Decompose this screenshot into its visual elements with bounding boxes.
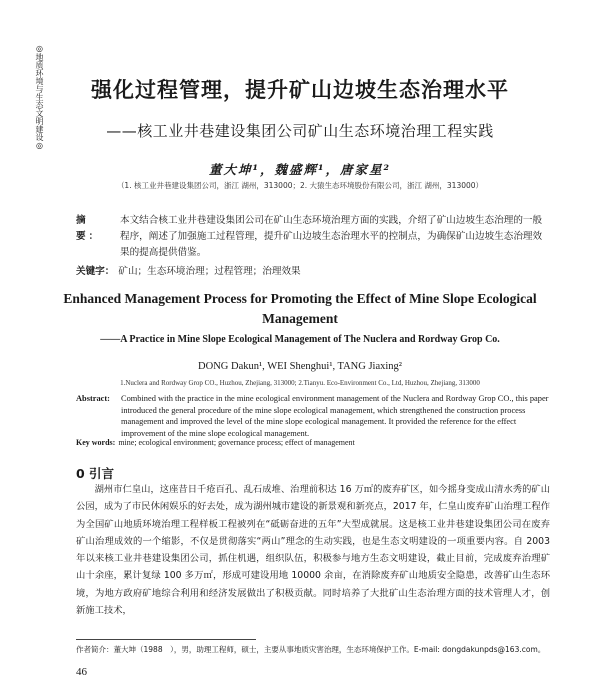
keywords-en-text: mine; ecological environment; governance process; effect of management	[118, 438, 355, 447]
keywords-cn-text: 矿山；生态环境治理；过程管理；治理效果	[118, 266, 301, 277]
abstract-en-text: Combined with the practice in the mine ecological environment management of the Nuclera and Rordway Grop CO., this paper introduced the general procedure of the mine slope ecological management, which strengthened the construction process management and improved the level of the mine slope ecological management. It provided the reference for the effect improvement of the mine slope ecological management.	[121, 394, 549, 438]
section-heading: 0 引言	[76, 466, 115, 481]
body-paragraph: 湖州市仁皇山，这座昔日千疮百孔、乱石成堆、治理前积达 16 万㎡的废弃矿区，如今摇身变成山清水秀的矿山公园，成为了市民休闲娱乐的好去处，成为湖州城市建设的新景观和新亮点，2017 年，仁皇山废弃矿山治理工程作为全国矿山地质环境治理工程样板工程被列在“砥砺奋进的五年”大型成就展。这是核工业井巷建设集团公司在废弃矿山治理成效的一个缩影，不仅是贯彻落实“两山”理念的生动实践，也是生态文明建设的一项重要内容。自 2003 年以来核工业井巷建设集团公司，抓住机遇，组织队伍，积极参与地方生态文明建设，截止目前，完成废弃治理矿山十余座，累计复绿 100 多万㎡，形成可建设用地 10000 余亩，在消除废弃矿山地质安全隐患，改善矿山生态环境，为地方政府矿地综合利用和经济发展做出了积极贡献。同时培养了大批矿山生态治理方面的技术管理人才，创新施工技术，	[76, 484, 550, 617]
page-number: 46	[76, 666, 87, 678]
abstract-en	[76, 393, 552, 439]
abstract-en-label: Abstract:	[76, 394, 110, 403]
english-subtitle: ——A Practice in Mine Slope Ecological Management of The Nuclera and Rordway Grop Co.	[100, 334, 500, 345]
english-title: Enhanced Management Process for Promoting the Effect of Mine Slope Ecological Management	[63, 291, 537, 326]
authors-cn: 董大坤¹，魏盛辉¹，唐家星²	[209, 162, 391, 177]
journal-column-label: ◎地质环境与生态文明建设◎	[35, 44, 44, 150]
footnote-divider	[76, 639, 256, 640]
author-footnote: 作者简介：董大坤（1988 ），男，助理工程师，硕士，主要从事地质灾害治理，生态环境保护工作。E-mail: dongdakunpds@163.com。	[76, 645, 546, 654]
affiliation-cn: （1. 核工业井巷建设集团公司，浙江 湖州，313000；2. 大猿生态环境股份有限公司，浙江 湖州，313000）	[116, 181, 484, 190]
paper-title: 强化过程管理，提升矿山边坡生态治理水平	[91, 78, 509, 102]
affiliation-en: 1.Nuclera and Rordway Grop CO., Huzhou, Zhejiang, 313000; 2.Tianyu. Eco-Environment Co., Ltd, Huzhou, Zhejiang, 313000	[120, 379, 480, 387]
keywords-en-label: Key words:	[76, 438, 116, 447]
authors-en: DONG Dakun¹, WEI Shenghui¹, TANG Jiaxing²	[198, 361, 402, 372]
keywords-cn-label: 关键字：	[76, 266, 115, 277]
abstract-cn-text: 本文结合核工业井巷建设集团公司在矿山生态环境治理方面的实践，介绍了矿山边坡生态治理的一般程序，阐述了加强施工过程管理，提升矿山边坡生态治理水平的控制点，为确保矿山边坡生态治理效果的提高提供借鉴。	[120, 215, 543, 258]
keywords-cn	[76, 263, 556, 277]
abstract-cn-label: 摘 要：	[76, 215, 102, 242]
keywords-en	[76, 438, 552, 447]
paper-subtitle: ——核工业井巷建设集团公司矿山生态环境治理工程实践	[106, 122, 494, 140]
abstract-cn	[76, 213, 546, 261]
